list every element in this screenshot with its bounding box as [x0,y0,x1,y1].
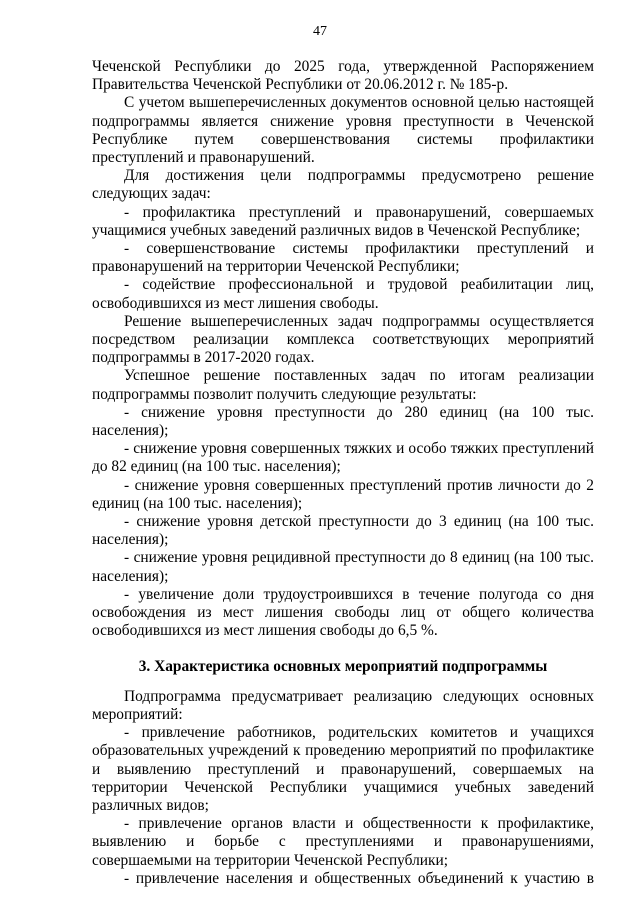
paragraph: Подпрограмма предусматривает реализацию следующих основных мероприятий: [92,687,594,723]
paragraph: - снижение уровня рецидивной преступности до 8 единиц (на 100 тыс. населения); [92,549,594,585]
paragraph: С учетом вышеперечисленных документов основной целью настоящей подпрограммы является снижение уровня преступности в Чеченской Республике путем совершенствования системы профилактики преступлений и правонарушений. [92,94,594,167]
paragraphs-before-heading [92,58,594,641]
document-body [92,58,594,888]
paragraph: - снижение уровня преступности до 280 единиц (на 100 тыс. населения); [92,403,594,440]
paragraph: Чеченской Республики до 2025 года, утвержденной Распоряжением Правительства Чеченской Республики от 20.06.2012 г. № 185-р. [92,58,594,94]
paragraph: Для достижения цели подпрограммы предусмотрено решение следующих задач: [92,167,594,203]
paragraph: - совершенствование системы профилактики преступлений и правонарушений на территории Чеченской Республики; [92,240,594,276]
paragraphs-after-heading [92,688,594,888]
paragraph: - содействие профессиональной и трудовой реабилитации лиц, освободившихся из мест лишения свободы. [92,276,594,312]
paragraph: - профилактика преступлений и правонарушений, совершаемых учащимися учебных заведений различных видов в Чеченской Республике; [92,203,594,239]
paragraph: Успешное решение поставленных задач по итогам реализации подпрограммы позволит получить следующие результаты: [92,367,594,403]
paragraph: - снижение уровня совершенных преступлений против личности до 2 единиц (на 100 тыс. населения); [92,476,594,512]
paragraph: - привлечение населения и общественных объединений к участию в [124,869,594,887]
paragraph: - снижение уровня детской преступности до 3 единиц (на 100 тыс. населения); [92,513,594,549]
page-number: 47 [313,24,327,39]
section-heading: 3. Характеристика основных мероприятий подпрограммы [138,657,548,675]
paragraph: - увеличение доли трудоустроившихся в течение полугода со дня освобождения из мест лишения свободы лиц от общего количества освободившихся из мест лишения свободы до 6,5 %. [92,585,594,640]
paragraph: - привлечение работников, родительских комитетов и учащихся образовательных учреждений к проведению мероприятий по профилактике и выявлению преступлений и правонарушений, совершаемых на территории Чеченской Республики учащимися учебных заведений различных видов; [92,724,594,814]
paragraph: Решение вышеперечисленных задач подпрограммы осуществляется посредством реализации комплекса соответствующих мероприятий подпрограммы в 2017-2020 годах. [92,312,594,367]
paragraph: - привлечение органов власти и общественности к профилактике, выявлению и борьбе с преступлениями и правонарушениями, совершаемыми на территории Чеченской Республики; [92,815,594,869]
paragraph: - снижение уровня совершенных тяжких и особо тяжких преступлений до 82 единиц (на 100 тыс. населения); [92,440,594,476]
